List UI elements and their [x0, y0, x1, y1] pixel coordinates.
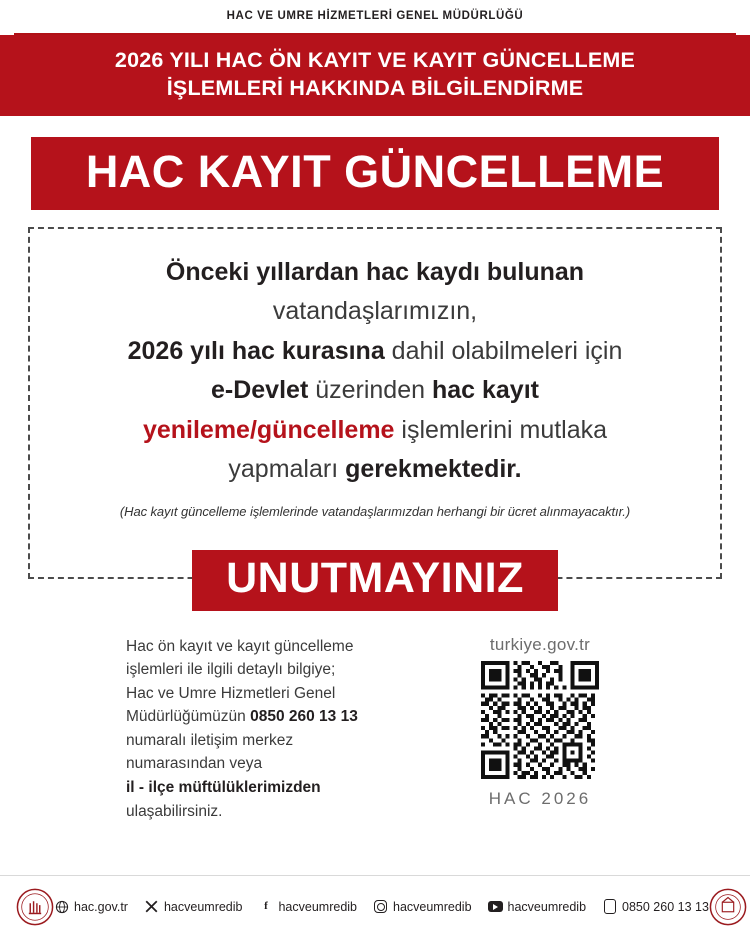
facebook-icon: f: [264, 900, 268, 912]
top-header: [0, 0, 750, 28]
body-line-2-text: vatandaşlarımızın,: [272, 297, 478, 326]
contact-line-7: il - ilçe müftülüklerimizden: [126, 779, 321, 797]
contact-line-4: [126, 705, 360, 729]
body-line-4-mid: üzerinden: [308, 376, 432, 405]
globe-icon: [54, 899, 69, 914]
footer-link-phone-label: 0850 260 13 13: [622, 899, 709, 914]
body-line-3-rest: dahil olabilmeleri için: [384, 336, 623, 365]
footer-link-website[interactable]: [54, 899, 128, 914]
qr-label: HAC 2026: [488, 788, 592, 808]
body-section: [0, 213, 750, 602]
contact-line-3: Hac ve Umre Hizmetleri Genel: [126, 684, 336, 702]
body-line-3: [48, 332, 702, 372]
announcement-banner: [0, 35, 750, 116]
body-line-3-bold: 2026 yılı hac kurasına: [127, 336, 385, 365]
instagram-icon: [373, 899, 388, 914]
unutmayiniz-stamp: UNUTMAYINIZ: [192, 550, 558, 611]
contact-line-1: Hac ön kayıt ve kayıt güncelleme: [126, 637, 354, 655]
contact-text: [30, 635, 360, 823]
footer-link-facebook-label: hacveumredib: [278, 899, 357, 914]
contact-phone: 0850 260 13 13: [250, 708, 358, 726]
footer-link-phone[interactable]: [602, 899, 709, 914]
footer-link-youtube[interactable]: [488, 899, 587, 914]
footer-link-x[interactable]: [144, 899, 243, 914]
footer-links: [54, 899, 709, 914]
page-title: HAC KAYIT GÜNCELLEME: [85, 145, 665, 197]
footer-link-youtube-label: hacveumredib: [507, 899, 587, 914]
body-paragraph: [48, 253, 702, 490]
contact-section: [0, 579, 750, 823]
title-section: [0, 116, 750, 213]
contact-line-2: işlemleri ile ilgili detaylı bilgiye;: [126, 661, 336, 679]
qr-code[interactable]: [481, 661, 599, 779]
body-line-1-text: Önceki yıllardan hac kaydı bulunan: [165, 257, 585, 286]
contact-line-6: numarasından veya: [126, 755, 263, 773]
phone-icon: [602, 899, 617, 914]
body-line-4-bold: e-Devlet: [211, 376, 309, 405]
diyanet-seal-right-icon: [709, 888, 747, 926]
body-line-6-bold: gerekmektedir.: [345, 455, 522, 484]
body-line-4: [48, 371, 702, 411]
fee-note: (Hac kayıt güncelleme işlemlerinde vatandaşlarımızdan herhangi bir ücret alınmayacaktır.): [119, 503, 631, 519]
footer-link-website-label: hac.gov.tr: [74, 899, 128, 914]
stamp-wrap: [30, 550, 720, 611]
body-line-4-bold2: hac kayıt: [431, 376, 539, 405]
body-line-1: [48, 253, 702, 293]
banner-line-2: İŞLEMLERİ HAKKINDA BİLGİLENDİRME: [166, 76, 584, 101]
body-line-6-text: yapmaları: [228, 455, 346, 484]
contact-line-5: numaralı iletişim merkez: [126, 731, 294, 749]
footer: [0, 875, 750, 937]
footer-link-instagram-label: hacveumredib: [393, 899, 472, 914]
qr-section: [360, 635, 720, 809]
dashed-content-box: [28, 227, 722, 602]
title-box: [28, 134, 722, 213]
body-line-2: [48, 292, 702, 332]
body-line-5-red: yenileme/güncelleme: [142, 415, 395, 444]
body-line-5-rest: işlemlerini mutlaka: [394, 415, 608, 444]
diyanet-seal-left-icon: [16, 888, 54, 926]
footer-link-instagram[interactable]: [373, 899, 472, 914]
contact-line-8: ulaşabilirsiniz.: [126, 802, 223, 820]
organization-name: HAC VE UMRE HİZMETLERİ GENEL MÜDÜRLÜĞÜ: [226, 10, 524, 22]
banner-line-1: 2026 YILI HAC ÖN KAYIT VE KAYIT GÜNCELLEME: [114, 48, 636, 72]
footer-link-facebook[interactable]: [258, 899, 357, 914]
footer-link-x-label: hacveumredib: [163, 899, 243, 914]
body-line-6: [48, 450, 702, 490]
body-line-5: [48, 411, 702, 451]
youtube-icon: [488, 899, 503, 914]
x-twitter-icon: [144, 899, 159, 914]
contact-line-4a: Müdürlüğümüzün: [126, 708, 251, 726]
qr-caption: turkiye.gov.tr: [489, 634, 591, 654]
